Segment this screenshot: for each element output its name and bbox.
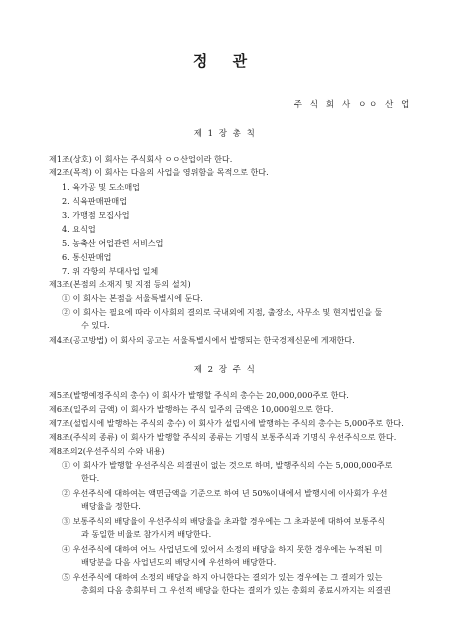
article-4: 제4조(공고방법) 이 회사의 공고는 서울특별시에서 발행되는 한국경제신문에 게재한다.	[49, 335, 355, 345]
list-item: 1. 육가공 및 도소매업	[62, 182, 140, 192]
clause-continuation: 수 있다.	[81, 320, 110, 330]
clause: ④ 우선주식에 대하여 어느 사업년도에 있어서 소정의 배당을 하지 못한 경우에는 누적된 미	[62, 544, 383, 554]
clause-continuation: 배당분을 다음 사업년도의 배당시에 우선하여 배당한다.	[81, 557, 277, 567]
clause: ② 우선주식에 대하여는 액면금액을 기준으로 하여 년 50%이내에서 발행시에 이사회가 우선	[62, 488, 388, 498]
chapter-1-heading: 제 1 장 총 칙	[193, 129, 257, 139]
article-7: 제7조(설립시에 발행하는 주식의 총수) 이 회사가 설립시에 발행하는 주식의 총수는 5,000주로 한다.	[49, 418, 404, 428]
clause: ① 이 회사가 발행할 우선주식은 의결권이 없는 것으로 하며, 발행주식의 수는 5,000,000주로	[62, 460, 393, 470]
list-item: 5. 농축산 어업관련 서비스업	[62, 238, 164, 248]
chapter-2-heading: 제 2 장 주 식	[193, 365, 257, 375]
list-item: 3. 가맹점 모집사업	[62, 210, 130, 220]
clause-continuation: 한다.	[81, 473, 100, 483]
clause-continuation: 총회의 다음 총회부터 그 우선적 배당을 한다는 결의가 있는 총회의 종료시까지는 의결권	[81, 585, 391, 595]
clause: ⑤ 우선주식에 대하여 소정의 배당을 하지 아니한다는 결의가 있는 경우에는 그 결의가 있는	[62, 572, 383, 582]
company-name: 주 식 회 사 ㅇㅇ 산 업	[293, 100, 412, 110]
article-8: 제8조(주식의 종류) 이 회사가 발행할 주식의 종류는 기명식 보통주식과 기명식 우선주식으로 한다.	[49, 432, 397, 442]
article-1: 제1조(상호) 이 회사는 주식회사 ㅇㅇ산업이라 한다.	[49, 154, 233, 164]
document-title: 정 관	[192, 52, 258, 70]
list-item: 4. 요식업	[62, 224, 96, 234]
article-8-2: 제8조의2(우선주식의 수와 내용)	[49, 446, 165, 456]
article-2: 제2조(목적) 이 회사는 다음의 사업을 영위함을 목적으로 한다.	[49, 167, 269, 177]
article-5: 제5조(발행예정주식의 총수) 이 회사가 발행할 주식의 총수는 20,000,000주로 한다.	[49, 390, 349, 400]
clause: ① 이 회사는 본점을 서울특별시에 둔다.	[62, 293, 203, 303]
list-item: 7. 위 각항의 부대사업 일체	[62, 266, 159, 276]
article-3: 제3조(본점의 소재지 및 지점 등의 설치)	[49, 279, 191, 289]
clause: ③ 보통주식의 배당율이 우선주식의 배당율을 초과할 경우에는 그 초과분에 대하여 보통주식	[62, 516, 386, 526]
clause: ② 이 회사는 필요에 따라 이사회의 결의로 국내외에 지점, 출장소, 사무소 및 현지법인을 둘	[62, 307, 383, 317]
list-item: 6. 통신판매업	[62, 252, 112, 262]
clause-continuation: 과 동일한 비율로 참가시켜 배당한다.	[81, 529, 212, 539]
list-item: 2. 식육판매판매업	[62, 196, 128, 206]
article-6: 제6조(일주의 금액) 이 회사가 발행하는 주식 일주의 금액은 10,000원으로 한다.	[49, 404, 334, 414]
clause-continuation: 배당율을 정한다.	[81, 501, 141, 511]
